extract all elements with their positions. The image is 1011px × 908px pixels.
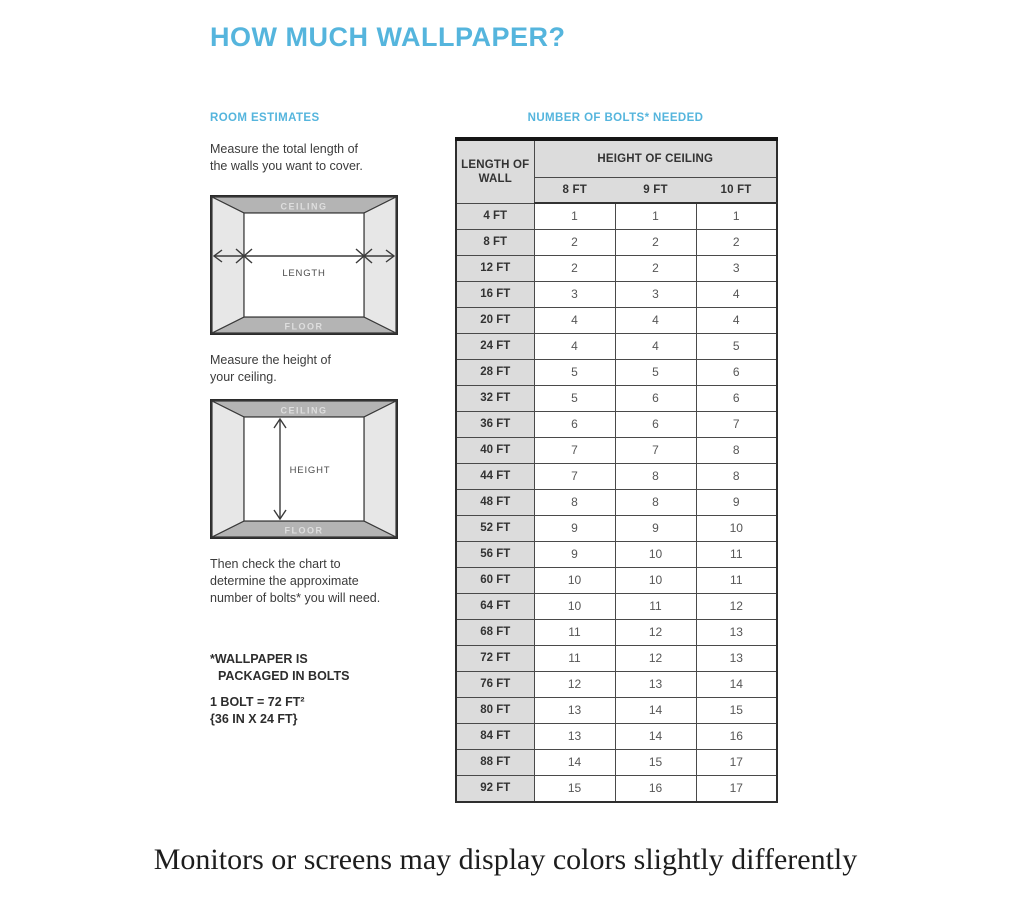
bolts-value-cell: 1 [615, 203, 696, 229]
text-line: PACKAGED IN BOLTS [218, 669, 350, 683]
bolts-value-cell: 4 [696, 281, 777, 307]
page-title: HOW MUCH WALLPAPER? [210, 22, 566, 52]
bolts-value-cell: 13 [534, 723, 615, 749]
bolts-value-cell: 1 [696, 203, 777, 229]
wall-length-cell: 52 FT [456, 515, 534, 541]
table-row [456, 567, 777, 593]
right-wall-surface [364, 197, 396, 333]
table-row [456, 593, 777, 619]
bolts-value-cell: 6 [696, 385, 777, 411]
bolts-value-cell: 7 [534, 437, 615, 463]
table-row [456, 541, 777, 567]
bolts-value-cell: 12 [696, 593, 777, 619]
length-of-wall-header: LENGTH OF WALL [456, 139, 534, 203]
text-line: number of bolts* you will need. [210, 591, 381, 605]
text-line: {36 IN X 24 FT} [210, 712, 298, 726]
table-row [456, 723, 777, 749]
wallpaper-packaging-note [210, 651, 430, 685]
bolts-value-cell: 6 [696, 359, 777, 385]
bolts-value-cell: 5 [696, 333, 777, 359]
table-row [456, 307, 777, 333]
text-line: Measure the height of [210, 353, 331, 367]
text-line: your ceiling. [210, 370, 277, 384]
bolts-value-cell: 10 [696, 515, 777, 541]
bolts-value-cell: 12 [615, 645, 696, 671]
bolts-value-cell: 8 [696, 437, 777, 463]
bolts-value-cell: 5 [534, 385, 615, 411]
height-8ft-header: 8 FT [534, 178, 615, 204]
bolts-needed-table [455, 137, 778, 803]
step2-instructions [210, 352, 425, 386]
bolts-value-cell: 17 [696, 749, 777, 775]
wall-length-cell: 84 FT [456, 723, 534, 749]
room-estimates-heading: ROOM ESTIMATES [210, 112, 320, 124]
bolts-value-cell: 12 [534, 671, 615, 697]
wall-length-cell: 64 FT [456, 593, 534, 619]
table-row [456, 411, 777, 437]
wall-length-cell: 8 FT [456, 229, 534, 255]
text-line: 1 BOLT = 72 FT² [210, 695, 305, 709]
bolts-value-cell: 14 [534, 749, 615, 775]
bolts-value-cell: 8 [696, 463, 777, 489]
text-line: the walls you want to cover. [210, 159, 363, 173]
bolts-value-cell: 2 [696, 229, 777, 255]
left-wall-surface [212, 401, 244, 537]
bolts-value-cell: 2 [615, 255, 696, 281]
room-perspective-surfaces [212, 197, 396, 333]
table-row [456, 255, 777, 281]
bolts-value-cell: 9 [534, 541, 615, 567]
bolts-value-cell: 3 [696, 255, 777, 281]
table-row [456, 619, 777, 645]
wall-length-cell: 12 FT [456, 255, 534, 281]
room-length-diagram [210, 195, 398, 335]
text-line: *WALLPAPER IS [210, 652, 308, 666]
bolts-value-cell: 9 [534, 515, 615, 541]
bolts-value-cell: 13 [696, 619, 777, 645]
bolts-value-cell: 12 [615, 619, 696, 645]
bolts-value-cell: 14 [615, 723, 696, 749]
bolts-value-cell: 16 [615, 775, 696, 802]
table-row [456, 229, 777, 255]
height-of-ceiling-header: HEIGHT OF CEILING [534, 139, 777, 178]
table-row [456, 385, 777, 411]
bolts-value-cell: 8 [534, 489, 615, 515]
wall-length-cell: 60 FT [456, 567, 534, 593]
wall-length-cell: 92 FT [456, 775, 534, 802]
bolts-value-cell: 6 [615, 385, 696, 411]
bolts-value-cell: 4 [696, 307, 777, 333]
table-row [456, 463, 777, 489]
table-row [456, 281, 777, 307]
bolts-value-cell: 6 [534, 411, 615, 437]
wall-length-cell: 76 FT [456, 671, 534, 697]
step1-instructions [210, 141, 425, 175]
floor-label: FLOOR [284, 525, 324, 536]
wall-length-cell: 40 FT [456, 437, 534, 463]
bolts-value-cell: 7 [696, 411, 777, 437]
wall-length-cell: 88 FT [456, 749, 534, 775]
ceiling-label: CEILING [280, 405, 328, 416]
table-row [456, 489, 777, 515]
bolts-value-cell: 9 [615, 515, 696, 541]
wall-length-cell: 32 FT [456, 385, 534, 411]
height-10ft-header: 10 FT [696, 178, 777, 204]
bolts-value-cell: 13 [696, 645, 777, 671]
wall-length-cell: 80 FT [456, 697, 534, 723]
table-row [456, 697, 777, 723]
wall-length-cell: 72 FT [456, 645, 534, 671]
bolts-value-cell: 11 [534, 645, 615, 671]
bolts-value-cell: 10 [615, 567, 696, 593]
bolts-value-cell: 16 [696, 723, 777, 749]
bolts-value-cell: 13 [534, 697, 615, 723]
bolts-value-cell: 2 [534, 229, 615, 255]
bolts-value-cell: 11 [696, 541, 777, 567]
wall-length-cell: 28 FT [456, 359, 534, 385]
bolts-value-cell: 11 [615, 593, 696, 619]
bolts-value-cell: 1 [534, 203, 615, 229]
text-line: determine the approximate [210, 574, 359, 588]
bolts-value-cell: 10 [615, 541, 696, 567]
height-9ft-header: 9 FT [615, 178, 696, 204]
bolts-value-cell: 14 [615, 697, 696, 723]
color-disclaimer: Monitors or screens may display colors slightly differently [153, 843, 858, 876]
bolts-value-cell: 15 [615, 749, 696, 775]
bolts-value-cell: 4 [615, 333, 696, 359]
bolts-value-cell: 2 [615, 229, 696, 255]
bolts-value-cell: 10 [534, 593, 615, 619]
wall-length-cell: 36 FT [456, 411, 534, 437]
bolts-value-cell: 6 [615, 411, 696, 437]
bolts-value-cell: 14 [696, 671, 777, 697]
wall-length-cell: 4 FT [456, 203, 534, 229]
height-measure-label: HEIGHT [289, 465, 331, 476]
ceiling-label: CEILING [280, 201, 328, 212]
bolts-value-cell: 5 [615, 359, 696, 385]
floor-label: FLOOR [284, 321, 324, 332]
bolts-value-cell: 9 [696, 489, 777, 515]
bolts-table-heading: NUMBER OF BOLTS* NEEDED [527, 112, 704, 124]
table-row [456, 671, 777, 697]
table-row [456, 645, 777, 671]
bolts-value-cell: 7 [534, 463, 615, 489]
bolts-value-cell: 11 [696, 567, 777, 593]
table-row [456, 775, 777, 802]
bolts-value-cell: 17 [696, 775, 777, 802]
bolts-value-cell: 3 [534, 281, 615, 307]
step3-instructions [210, 556, 425, 607]
bolt-size-note [210, 694, 430, 728]
bolts-value-cell: 8 [615, 489, 696, 515]
bolts-value-cell: 4 [615, 307, 696, 333]
wall-length-cell: 68 FT [456, 619, 534, 645]
left-wall-surface [212, 197, 244, 333]
bolts-value-cell: 4 [534, 333, 615, 359]
bolts-value-cell: 11 [534, 619, 615, 645]
room-height-diagram [210, 399, 398, 539]
table-row [456, 437, 777, 463]
bolts-value-cell: 5 [534, 359, 615, 385]
wall-length-cell: 56 FT [456, 541, 534, 567]
wall-length-cell: 16 FT [456, 281, 534, 307]
bolts-value-cell: 2 [534, 255, 615, 281]
length-measure-label: LENGTH [282, 268, 326, 279]
wall-length-cell: 24 FT [456, 333, 534, 359]
wall-length-cell: 20 FT [456, 307, 534, 333]
table-header-row [456, 139, 777, 178]
bolts-value-cell: 4 [534, 307, 615, 333]
right-wall-surface [364, 401, 396, 537]
bolts-value-cell: 13 [615, 671, 696, 697]
table-row [456, 203, 777, 229]
table-row [456, 333, 777, 359]
text-line: Measure the total length of [210, 142, 359, 156]
wall-length-cell: 44 FT [456, 463, 534, 489]
back-wall-surface [244, 213, 364, 317]
text-line: Then check the chart to [210, 557, 341, 571]
bolts-value-cell: 15 [534, 775, 615, 802]
bolts-value-cell: 3 [615, 281, 696, 307]
bolts-value-cell: 7 [615, 437, 696, 463]
table-row [456, 359, 777, 385]
bolts-value-cell: 10 [534, 567, 615, 593]
table-row [456, 515, 777, 541]
wall-length-cell: 48 FT [456, 489, 534, 515]
bolts-value-cell: 15 [696, 697, 777, 723]
bolts-value-cell: 8 [615, 463, 696, 489]
table-row [456, 749, 777, 775]
